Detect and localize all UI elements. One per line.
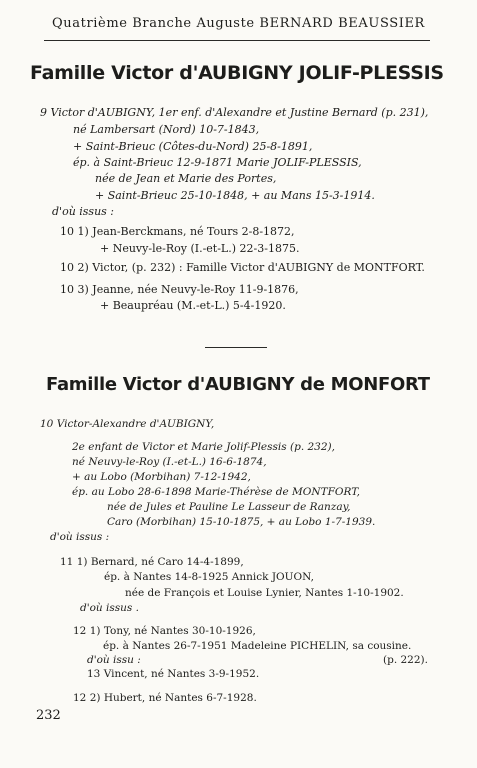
entry-line: d'où issu : [87, 654, 141, 666]
page-number: 232 [36, 708, 61, 723]
entry-line: (p. 222). [383, 654, 428, 666]
entry-line: 10 2) Victor, (p. 232) : Famille Victor d'AUBIGNY de MONTFORT. [60, 261, 425, 274]
entry-line: + Saint-Brieuc (Côtes-du-Nord) 25-8-1891, [73, 140, 313, 153]
entry-line: + Neuvy-le-Roy (I.-et-L.) 22-3-1875. [100, 242, 300, 255]
entry-line: d'où issus : [52, 205, 115, 218]
entry-line: née de Jean et Marie des Portes, [95, 172, 277, 185]
running-header: Quatrième Branche Auguste BERNARD BEAUSSIER [52, 16, 425, 31]
entry-line: né Lambersart (Nord) 10-7-1843, [73, 123, 260, 136]
entry-line: d'où issus : [50, 531, 110, 543]
entry-line: 2e enfant de Victor et Marie Jolif-Plessis (p. 232), [72, 441, 335, 453]
entry-line: + Saint-Brieuc 25-10-1848, + au Mans 15-3-1914. [95, 189, 375, 202]
section-title-jolif-plessis: Famille Victor d'AUBIGNY JOLIF-PLESSIS [30, 62, 444, 84]
entry-line: Caro (Morbihan) 15-10-1875, + au Lobo 1-7-1939. [107, 516, 376, 528]
entry-line: ép. à Nantes 26-7-1951 Madeleine PICHELIN, sa cousine. [103, 640, 412, 652]
entry-line: 10 Victor-Alexandre d'AUBIGNY, [40, 418, 215, 430]
entry-line: + au Lobo (Morbihan) 7-12-1942, [72, 471, 251, 483]
entry-line: née de Jules et Pauline Le Lasseur de Ranzay, [107, 501, 351, 513]
entry-line: 12 2) Hubert, né Nantes 6-7-1928. [73, 692, 257, 704]
entry-line: 10 1) Jean-Berckmans, né Tours 2-8-1872, [60, 225, 295, 238]
entry-line: 13 Vincent, né Nantes 3-9-1952. [87, 668, 260, 680]
section-divider [205, 347, 267, 348]
header-rule [44, 40, 430, 41]
entry-line: ép. à Saint-Brieuc 12-9-1871 Marie JOLIF-PLESSIS, [73, 156, 362, 169]
entry-line: + Beaupréau (M.-et-L.) 5-4-1920. [100, 299, 286, 312]
entry-line: 12 1) Tony, né Nantes 30-10-1926, [73, 625, 256, 637]
entry-line: ép. à Nantes 14-8-1925 Annick JOUON, [104, 571, 314, 583]
entry-line: née de François et Louise Lynier, Nantes 1-10-1902. [125, 587, 404, 599]
entry-line: ép. au Lobo 28-6-1898 Marie-Thérèse de MONTFORT, [72, 486, 361, 498]
entry-line: 10 3) Jeanne, née Neuvy-le-Roy 11-9-1876, [60, 283, 299, 296]
entry-line: 9 Victor d'AUBIGNY, 1er enf. d'Alexandre et Justine Bernard (p. 231), [40, 106, 429, 119]
entry-line: né Neuvy-le-Roy (I.-et-L.) 16-6-1874, [72, 456, 267, 468]
entry-line: 11 1) Bernard, né Caro 14-4-1899, [60, 556, 244, 568]
section-title-monfort: Famille Victor d'AUBIGNY de MONFORT [46, 374, 430, 395]
entry-line: d'où issus . [80, 602, 139, 614]
